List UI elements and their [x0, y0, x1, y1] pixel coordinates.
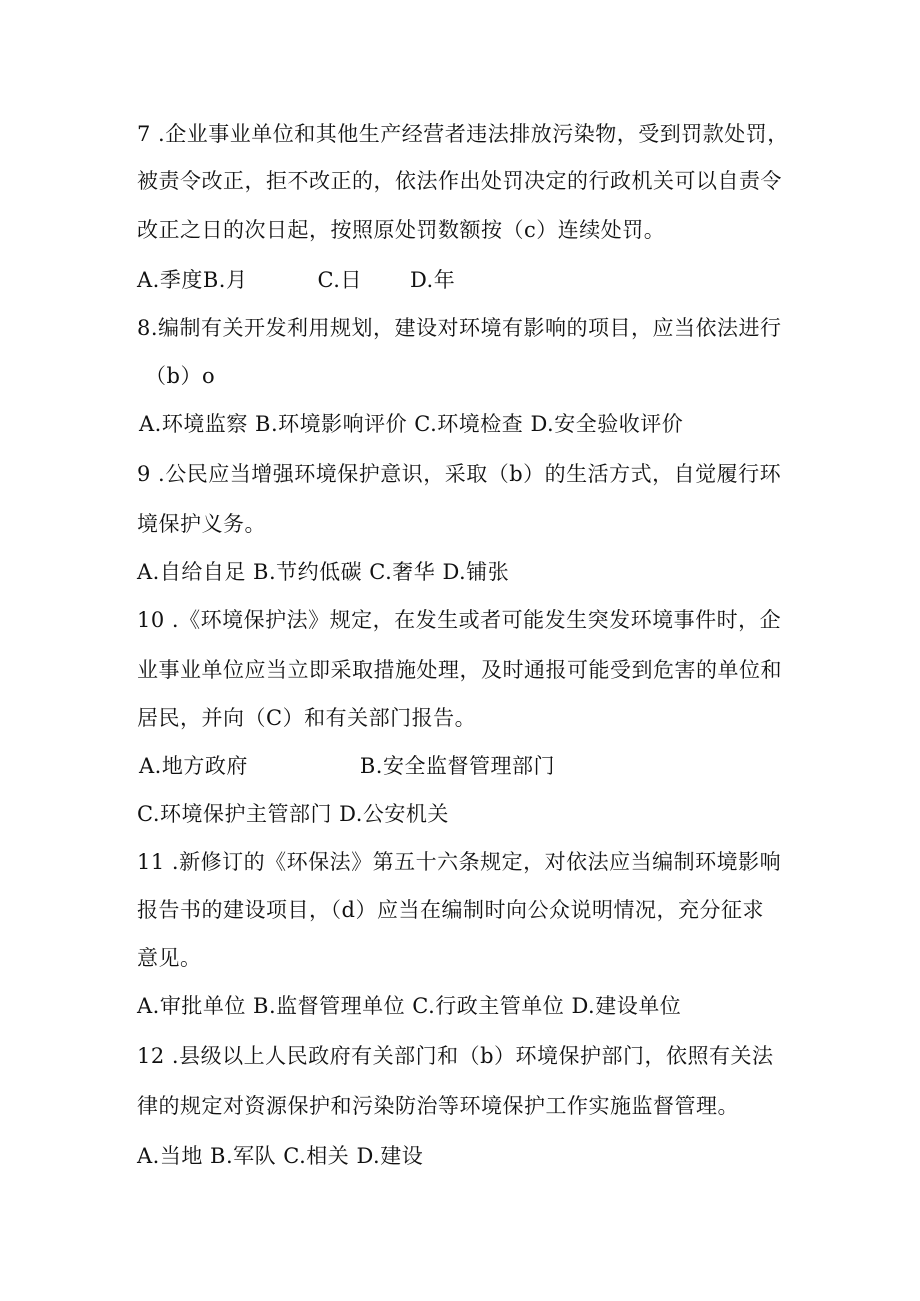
- option-a: A.地方政府: [139, 754, 248, 778]
- question-10-options-2: C.环境保护主管部门 D.公安机关: [137, 802, 449, 826]
- question-11-line-2: 报告书的建设项目，（d）应当在编制时向公众说明情况，充分征求: [137, 898, 764, 922]
- question-10-line-1: 10 .《环境保护法》规定，在发生或者可能发生突发环境事件时，企: [137, 608, 782, 632]
- question-7-options: [137, 264, 455, 294]
- question-9-line-2: 境保护义务。: [137, 512, 266, 536]
- question-7-line-2: 被责令改正，拒不改正的，依法作出处罚决定的行政机关可以自责令: [137, 169, 782, 193]
- option-d: D.年: [409, 268, 456, 292]
- question-8-options: A.环境监察 B.环境影响评价 C.环境检查 D.安全验收评价: [139, 412, 684, 436]
- option-a: A.季度: [137, 268, 203, 292]
- question-10-line-3: 居民，并向（C）和有关部门报告。: [137, 706, 477, 730]
- option-c: C.日: [317, 268, 362, 292]
- question-9-options: A.自给自足 B.节约低碳 C.奢华 D.铺张: [137, 560, 510, 584]
- option-b: B.安全监督管理部门: [359, 754, 555, 778]
- question-12-options: A.当地 B.军队 C.相关 D.建设: [137, 1144, 424, 1168]
- question-9-line-1: 9 .公民应当增强环境保护意识，采取（b）的生活方式，自觉履行环: [137, 462, 782, 486]
- question-11-line-3: 意见。: [137, 946, 202, 970]
- question-8-line-1: 8.编制有关开发利用规划，建设对环境有影响的项目，应当依法进行: [137, 316, 782, 340]
- question-10-line-2: 业事业单位应当立即采取措施处理，及时通报可能受到危害的单位和: [137, 658, 782, 682]
- question-8-line-2: （b）o: [145, 364, 216, 388]
- question-12-line-1: 12 .县级以上人民政府有关部门和（b）环境保护部门，依照有关法: [137, 1044, 774, 1068]
- question-11-line-1: 11 .新修订的《环保法》第五十六条规定，对依法应当编制环境影响: [137, 850, 782, 874]
- question-10-options-1: [139, 750, 555, 780]
- question-12-line-2: 律的规定对资源保护和污染防治等环境保护工作实施监督管理。: [137, 1094, 739, 1118]
- option-b: B.月: [202, 268, 248, 292]
- question-7-line-3: 改正之日的次日起，按照原处罚数额按（c）连续处罚。: [137, 218, 666, 242]
- question-11-options: A.审批单位 B.监督管理单位 C.行政主管单位 D.建设单位: [137, 994, 682, 1018]
- question-7-line-1: 7 .企业事业单位和其他生产经营者违法排放污染物，受到罚款处罚，: [137, 122, 789, 146]
